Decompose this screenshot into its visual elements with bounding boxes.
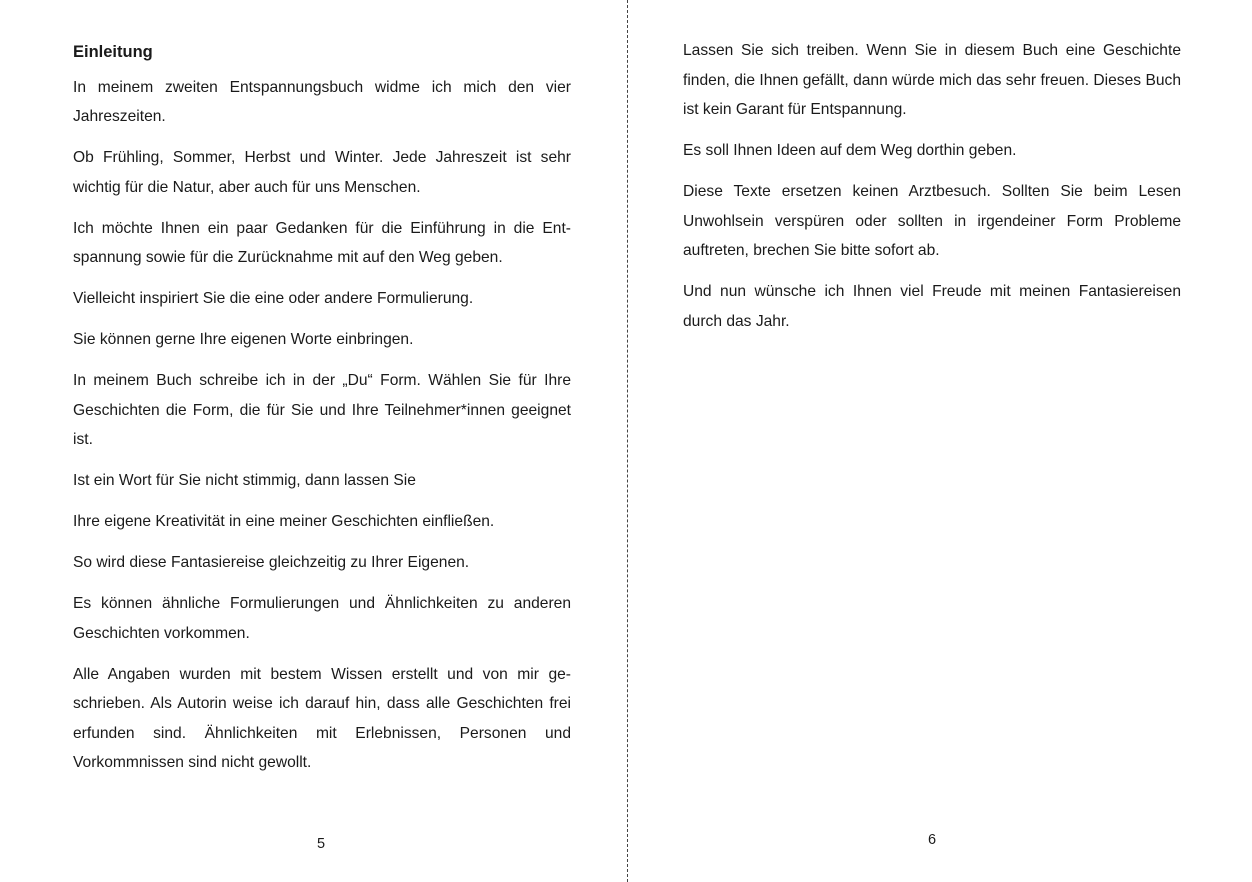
paragraph: Ich möchte Ihnen ein paar Gedanken für die Einführung in die Entspannung sowie für die Zurücknahme mit auf den Weg geben.: [73, 219, 571, 266]
right-page-text-column: [683, 36, 1181, 348]
left-page-text-column: [73, 38, 571, 789]
paragraph: Es können ähnliche Formulierungen und Ähnlichkeiten zu anderen Geschichten vorkommen.: [73, 595, 571, 642]
page-number-left: 5: [316, 836, 326, 852]
paragraph: Ob Frühling, Sommer, Herbst und Winter. Jede Jahreszeit ist sehr wichtig für die Natur, aber auch für uns Menschen.: [73, 149, 571, 196]
paragraph: Sie können gerne Ihre eigenen Worte einbringen.: [73, 331, 414, 348]
paragraph: Ist ein Wort für Sie nicht stimmig, dann lassen Sie: [73, 472, 416, 489]
paragraph: Ihre eigene Kreativität in eine meiner Geschichten einfließen.: [73, 513, 495, 530]
paragraph: Lassen Sie sich treiben. Wenn Sie in diesem Buch eine Geschichte finden, die Ihnen gefällt, dann würde mich das sehr freuen. Dieses Buch ist kein Garant für Entspannung.: [683, 42, 1181, 118]
page-number-right: 6: [927, 832, 937, 848]
paragraph: So wird diese Fantasiereise gleichzeitig zu Ihrer Eigenen.: [73, 554, 470, 571]
paragraph: Diese Texte ersetzen keinen Arztbesuch. Sollten Sie beim Lesen Unwohlsein verspüren oder sollten in irgendeiner Form Probleme auftreten, brechen Sie bitte sofort ab.: [683, 183, 1181, 259]
paragraph: Vielleicht inspiriert Sie die eine oder andere Formulierung.: [73, 290, 474, 307]
paragraph: In meinem zweiten Entspannungsbuch widme ich mich den vier Jahreszeiten.: [73, 78, 571, 125]
paragraph: Und nun wünsche ich Ihnen viel Freude mit meinen Fantasiereisen durch das Jahr.: [683, 283, 1181, 330]
paragraph: Alle Angaben wurden mit bestem Wissen erstellt und von mir geschrieben. Als Autorin weise ich darauf hin, dass alle Geschichten frei erfunden sind. Ähnlichkeiten mit Erlebnissen, Personen und Vorkommnissen sind nicht gewollt.: [73, 665, 571, 771]
paragraph: In meinem Buch schreibe ich in der „Du“ Form. Wählen Sie für Ihre Geschichten die Form, die für Sie und Ihre Teilnehmer*innen geeignet ist.: [73, 372, 571, 448]
right-page: [628, 0, 1252, 882]
section-heading: Einleitung: [73, 43, 153, 61]
paragraph: Es soll Ihnen Ideen auf dem Weg dorthin geben.: [683, 142, 1017, 159]
